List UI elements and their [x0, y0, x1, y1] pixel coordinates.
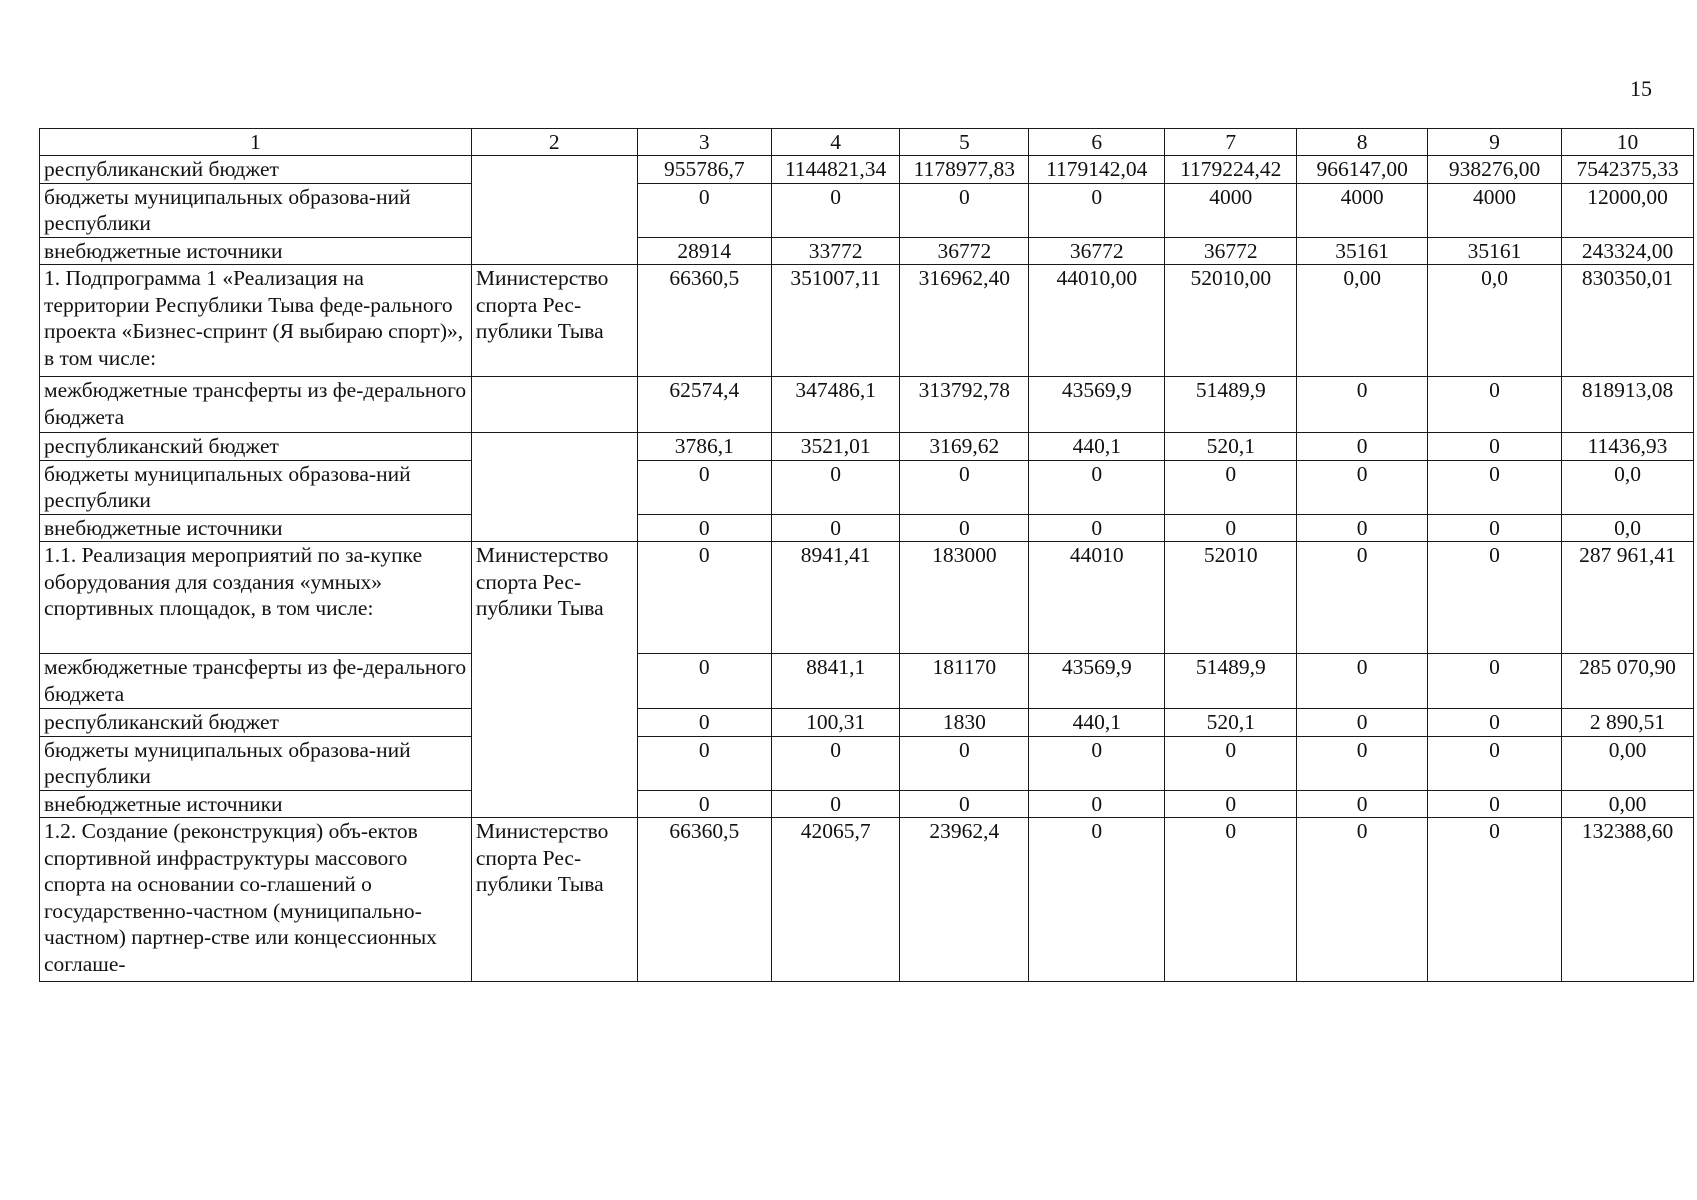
- row-label: внебюджетные источники: [40, 790, 472, 818]
- column-header: 7: [1165, 129, 1297, 156]
- value-cell: 0: [637, 790, 771, 818]
- value-cell: 0: [637, 654, 771, 709]
- row-label: республиканский бюджет: [40, 433, 472, 461]
- responsible-cell: [471, 433, 637, 542]
- value-cell: 0: [1297, 736, 1428, 790]
- value-cell: 44010,00: [1029, 265, 1165, 377]
- value-cell: 62574,4: [637, 377, 771, 433]
- value-cell: 0: [1428, 790, 1562, 818]
- row-label: бюджеты муниципальных образова-ний республики: [40, 460, 472, 514]
- value-cell: 0: [900, 514, 1029, 542]
- value-cell: 520,1: [1165, 433, 1297, 461]
- value-cell: 0: [1428, 542, 1562, 654]
- value-cell: 1144821,34: [771, 156, 900, 184]
- row-label: внебюджетные источники: [40, 514, 472, 542]
- responsible-cell: [471, 156, 637, 265]
- value-cell: 4000: [1297, 183, 1428, 237]
- value-cell: 0: [1428, 377, 1562, 433]
- responsible-cell: [471, 377, 637, 433]
- value-cell: 0: [1428, 818, 1562, 982]
- value-cell: 0: [1428, 654, 1562, 709]
- value-cell: 0: [900, 183, 1029, 237]
- value-cell: 0: [637, 183, 771, 237]
- value-cell: 66360,5: [637, 818, 771, 982]
- value-cell: 0: [771, 460, 900, 514]
- value-cell: 0: [1165, 790, 1297, 818]
- value-cell: 0,00: [1562, 736, 1694, 790]
- value-cell: 0: [1428, 736, 1562, 790]
- table-row: [40, 237, 1694, 265]
- value-cell: 51489,9: [1165, 654, 1297, 709]
- value-cell: 35161: [1428, 237, 1562, 265]
- value-cell: 0: [1165, 818, 1297, 982]
- value-cell: 51489,9: [1165, 377, 1297, 433]
- value-cell: 243324,00: [1562, 237, 1694, 265]
- value-cell: 33772: [771, 237, 900, 265]
- value-cell: 0: [1297, 460, 1428, 514]
- value-cell: 7542375,33: [1562, 156, 1694, 184]
- value-cell: 818913,08: [1562, 377, 1694, 433]
- value-cell: 966147,00: [1297, 156, 1428, 184]
- value-cell: 0: [771, 790, 900, 818]
- value-cell: 520,1: [1165, 709, 1297, 737]
- value-cell: 28914: [637, 237, 771, 265]
- value-cell: 11436,93: [1562, 433, 1694, 461]
- table-row: [40, 514, 1694, 542]
- row-label: межбюджетные трансферты из фе-дерального бюджета: [40, 654, 472, 709]
- value-cell: 0: [1428, 709, 1562, 737]
- page-number: 15: [1630, 76, 1652, 101]
- value-cell: 0,00: [1297, 265, 1428, 377]
- value-cell: 347486,1: [771, 377, 900, 433]
- value-cell: 3169,62: [900, 433, 1029, 461]
- value-cell: 0,0: [1428, 265, 1562, 377]
- value-cell: 938276,00: [1428, 156, 1562, 184]
- value-cell: 1830: [900, 709, 1029, 737]
- value-cell: 0: [637, 709, 771, 737]
- value-cell: 0: [1029, 183, 1165, 237]
- value-cell: 0: [1297, 542, 1428, 654]
- table-row: [40, 183, 1694, 237]
- value-cell: 36772: [1165, 237, 1297, 265]
- value-cell: 181170: [900, 654, 1029, 709]
- value-cell: 8941,41: [771, 542, 900, 654]
- value-cell: 0: [900, 460, 1029, 514]
- value-cell: 0: [1029, 790, 1165, 818]
- value-cell: 132388,60: [1562, 818, 1694, 982]
- value-cell: 3786,1: [637, 433, 771, 461]
- row-label: республиканский бюджет: [40, 709, 472, 737]
- value-cell: 0,0: [1562, 460, 1694, 514]
- value-cell: 0: [1165, 460, 1297, 514]
- row-label: республиканский бюджет: [40, 156, 472, 184]
- value-cell: 66360,5: [637, 265, 771, 377]
- value-cell: 440,1: [1029, 433, 1165, 461]
- value-cell: 0: [900, 790, 1029, 818]
- table-header-row: [40, 129, 1694, 156]
- value-cell: 0: [637, 542, 771, 654]
- value-cell: 35161: [1297, 237, 1428, 265]
- value-cell: 440,1: [1029, 709, 1165, 737]
- value-cell: 1178977,83: [900, 156, 1029, 184]
- value-cell: 351007,11: [771, 265, 900, 377]
- value-cell: 0,00: [1562, 790, 1694, 818]
- row-label: 1.1. Реализация мероприятий по за-купке оборудования для создания «умных» спортивных площадок, в том числе:: [40, 542, 472, 654]
- value-cell: 0: [1029, 460, 1165, 514]
- column-header: 3: [637, 129, 771, 156]
- value-cell: 0: [1297, 818, 1428, 982]
- value-cell: 3521,01: [771, 433, 900, 461]
- value-cell: 313792,78: [900, 377, 1029, 433]
- row-label: бюджеты муниципальных образова-ний республики: [40, 183, 472, 237]
- value-cell: 0: [1165, 514, 1297, 542]
- value-cell: 285 070,90: [1562, 654, 1694, 709]
- value-cell: 4000: [1165, 183, 1297, 237]
- column-header: 9: [1428, 129, 1562, 156]
- value-cell: 43569,9: [1029, 654, 1165, 709]
- column-header: 5: [900, 129, 1029, 156]
- row-label: внебюджетные источники: [40, 237, 472, 265]
- value-cell: 0: [1297, 514, 1428, 542]
- value-cell: 0: [900, 736, 1029, 790]
- value-cell: 316962,40: [900, 265, 1029, 377]
- row-label: 1.2. Создание (реконструкция) объ-ектов спортивной инфраструктуры массового спорта на основании со-глашений о государственно-частном (муниципально-частном) партнер-стве или концессионных соглаше-: [40, 818, 472, 982]
- table-row: [40, 156, 1694, 184]
- table-row: [40, 736, 1694, 790]
- value-cell: 52010,00: [1165, 265, 1297, 377]
- column-header: 10: [1562, 129, 1694, 156]
- value-cell: 0: [1428, 460, 1562, 514]
- column-header: 8: [1297, 129, 1428, 156]
- value-cell: 0: [1297, 377, 1428, 433]
- column-header: 4: [771, 129, 900, 156]
- value-cell: 2 890,51: [1562, 709, 1694, 737]
- value-cell: 1179142,04: [1029, 156, 1165, 184]
- value-cell: 955786,7: [637, 156, 771, 184]
- value-cell: 0: [637, 460, 771, 514]
- column-header: 1: [40, 129, 472, 156]
- table-row: [40, 709, 1694, 737]
- row-label: бюджеты муниципальных образова-ний республики: [40, 736, 472, 790]
- column-header: 2: [471, 129, 637, 156]
- value-cell: 4000: [1428, 183, 1562, 237]
- value-cell: 8841,1: [771, 654, 900, 709]
- value-cell: 0: [1029, 736, 1165, 790]
- value-cell: 830350,01: [1562, 265, 1694, 377]
- value-cell: 0: [771, 514, 900, 542]
- value-cell: 0: [1029, 514, 1165, 542]
- row-label: 1. Подпрограмма 1 «Реализация на территории Республики Тыва феде-рального проекта «Бизнес-спринт (Я выбираю спорт)», в том числе:: [40, 265, 472, 377]
- value-cell: 0: [1297, 433, 1428, 461]
- value-cell: 287 961,41: [1562, 542, 1694, 654]
- value-cell: 0: [771, 736, 900, 790]
- value-cell: 0: [637, 736, 771, 790]
- value-cell: 42065,7: [771, 818, 900, 982]
- table-row: [40, 654, 1694, 709]
- budget-table: [39, 128, 1694, 982]
- value-cell: 100,31: [771, 709, 900, 737]
- value-cell: 0: [1297, 654, 1428, 709]
- value-cell: 0: [637, 514, 771, 542]
- column-header: 6: [1029, 129, 1165, 156]
- value-cell: 0: [1428, 433, 1562, 461]
- value-cell: 12000,00: [1562, 183, 1694, 237]
- value-cell: 0,0: [1562, 514, 1694, 542]
- value-cell: 23962,4: [900, 818, 1029, 982]
- value-cell: 36772: [900, 237, 1029, 265]
- value-cell: 0: [1297, 790, 1428, 818]
- value-cell: 0: [1428, 514, 1562, 542]
- value-cell: 52010: [1165, 542, 1297, 654]
- responsible-cell: Министерство спорта Рес-публики Тыва: [471, 265, 637, 377]
- table-row: [40, 542, 1694, 654]
- value-cell: 43569,9: [1029, 377, 1165, 433]
- table-row: [40, 460, 1694, 514]
- table-row: [40, 790, 1694, 818]
- row-label: межбюджетные трансферты из фе-дерального бюджета: [40, 377, 472, 433]
- value-cell: 0: [1029, 818, 1165, 982]
- value-cell: 183000: [900, 542, 1029, 654]
- value-cell: 0: [1297, 709, 1428, 737]
- value-cell: 36772: [1029, 237, 1165, 265]
- value-cell: 0: [771, 183, 900, 237]
- table-row: [40, 265, 1694, 377]
- table-row: [40, 433, 1694, 461]
- responsible-cell: Министерство спорта Рес-публики Тыва: [471, 818, 637, 982]
- responsible-cell: Министерство спорта Рес-публики Тыва: [471, 542, 637, 818]
- value-cell: 44010: [1029, 542, 1165, 654]
- table-row: [40, 818, 1694, 982]
- value-cell: 0: [1165, 736, 1297, 790]
- value-cell: 1179224,42: [1165, 156, 1297, 184]
- table-row: [40, 377, 1694, 433]
